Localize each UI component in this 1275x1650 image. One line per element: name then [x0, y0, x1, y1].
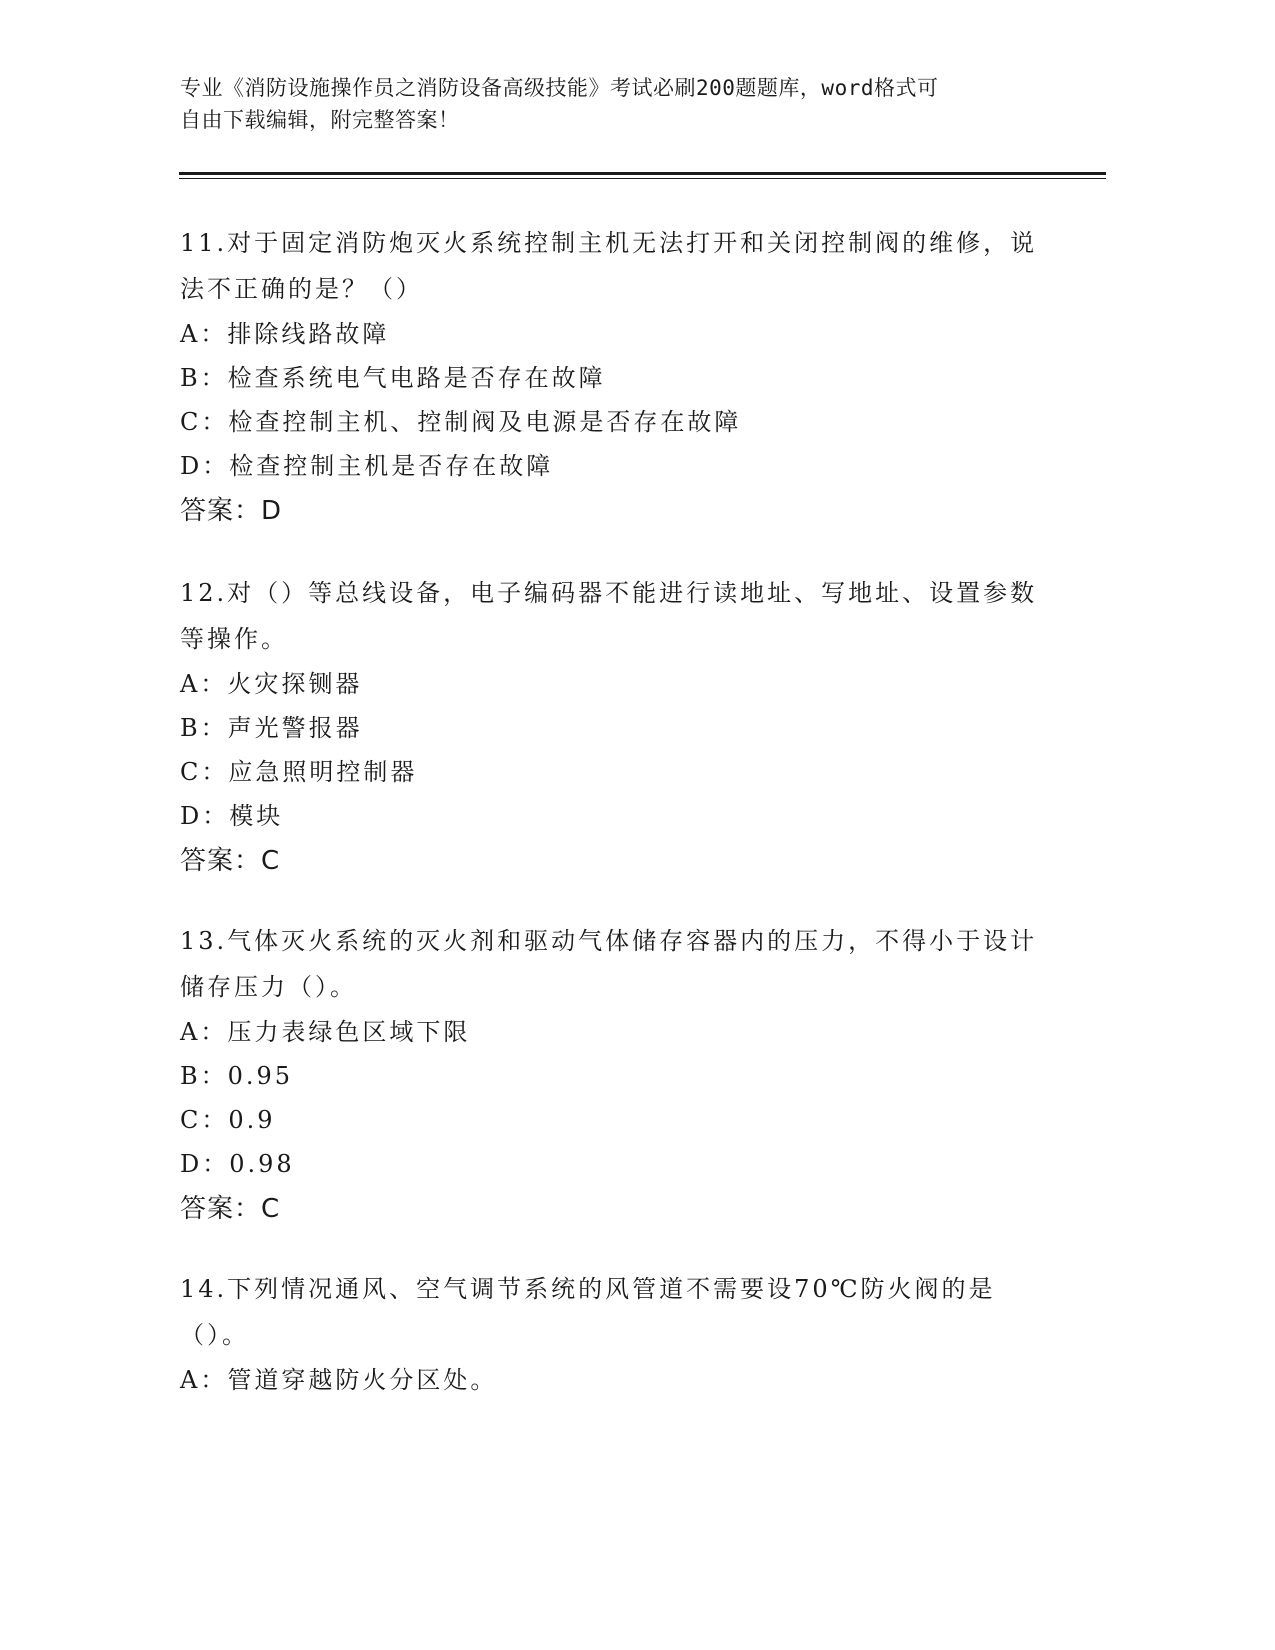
- question-stem: 14.下列情况通风、空气调节系统的风管道不需要设70℃防火阀的是（）。: [180, 1275, 996, 1349]
- question-13: [180, 918, 1040, 1232]
- answer: 答案：D: [180, 496, 283, 526]
- option-a: A：管道穿越防火分区处。: [180, 1366, 498, 1394]
- option-b: B：0.95: [180, 1062, 294, 1090]
- option-b: B：检查系统电气电路是否存在故障: [180, 364, 606, 392]
- option-d: D：0.98: [180, 1150, 295, 1178]
- question-14: [180, 1266, 1040, 1402]
- option-d: D：模块: [180, 802, 284, 830]
- option-a: A：火灾探铡器: [180, 670, 363, 698]
- option-c: C：检查控制主机、控制阀及电源是否存在故障: [180, 408, 742, 436]
- question-stem: 12.对（）等总线设备，电子编码器不能进行读地址、写地址、设置参数等操作。: [180, 579, 1038, 653]
- header-divider-thin: [179, 178, 1106, 179]
- question-11: [180, 220, 1040, 534]
- question-stem: 13.气体灭火系统的灭火剂和驱动气体储存容器内的压力，不得小于设计储存压力（）。: [180, 927, 1038, 1001]
- option-d: D：检查控制主机是否存在故障: [180, 452, 554, 480]
- question-stem: 11.对于固定消防炮灭火系统控制主机无法打开和关闭控制阀的维修，说法不正确的是？（）: [180, 229, 1038, 303]
- header-line-1: 专业《消防设施操作员之消防设备高级技能》考试必刷200题题库，word格式可: [180, 76, 939, 100]
- document-header: [180, 72, 1040, 136]
- answer: 答案：C: [180, 1194, 281, 1224]
- question-12: [180, 570, 1040, 884]
- option-c: C：应急照明控制器: [180, 758, 418, 786]
- option-b: B：声光警报器: [180, 714, 363, 742]
- option-a: A：排除线路故障: [180, 320, 390, 348]
- option-c: C：0.9: [180, 1106, 276, 1134]
- answer: 答案：C: [180, 846, 281, 876]
- header-divider-thick: [179, 172, 1106, 175]
- option-a: A：压力表绿色区域下限: [180, 1018, 471, 1046]
- header-line-2: 自由下载编辑，附完整答案！: [180, 108, 460, 132]
